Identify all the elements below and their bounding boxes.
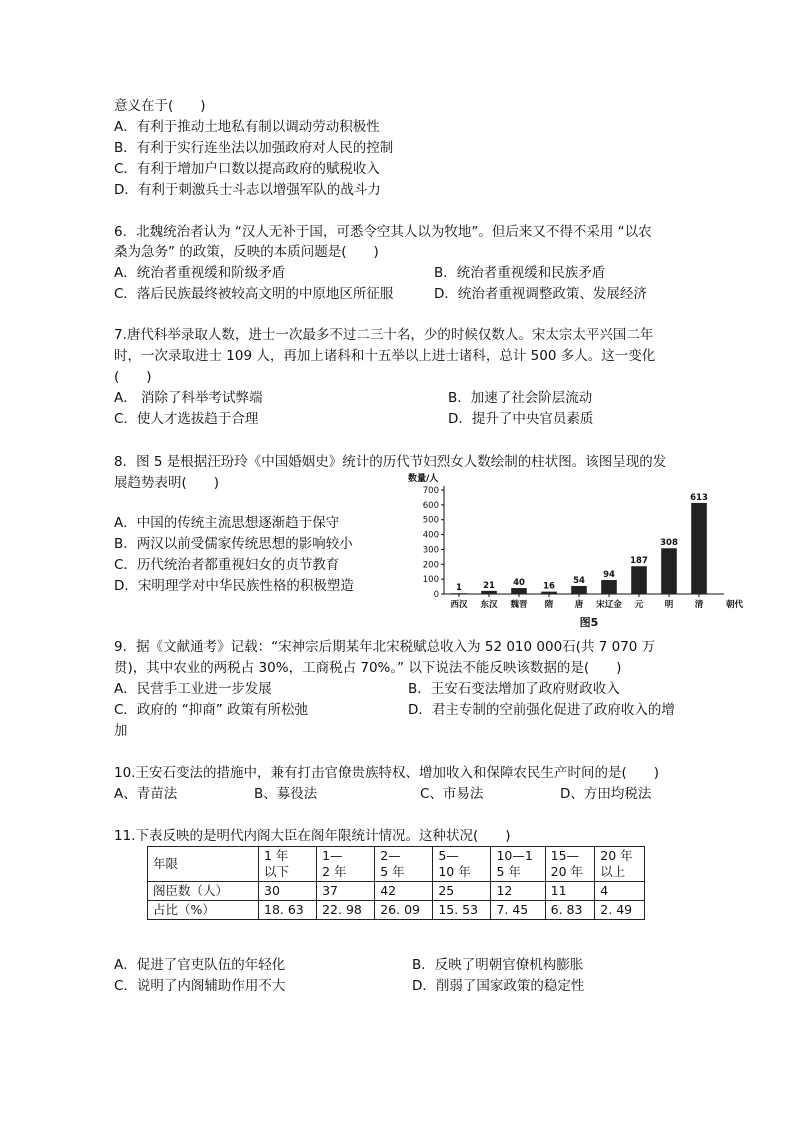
header-label: 5 年 [380,864,405,879]
q8-stem-line1: 8．图 5 是根据汪玢玲《中国婚姻史》统计的历代节妇烈女人数绘制的柱状图。该图呈现的发 [114,454,667,470]
bar-元 [631,566,647,594]
bar-西汉 [451,593,467,594]
y-tick-label: 400 [422,530,439,541]
header-label: 年限 [153,856,179,871]
table-header-cell [148,847,259,882]
x-axis-label: 朝代 [726,600,744,610]
q6-option-a: A．统治者重视缓和阶级矛盾 [114,265,286,281]
q11-stem: 11.下表反映的是明代内阁大臣在阁年限统计情况。这种状况( ) [114,828,511,844]
q11-table [147,846,645,920]
q8-option-d: D．宋明理学对中华民族性格的积极塑造 [114,578,354,594]
q7-stem-line1: 7.唐代科举录取人数，进士一次最多不过二三十名，少的时候仅数人。宋太宗太平兴国二年 [114,327,654,343]
table-row [148,901,645,920]
bar-宋辽金 [601,580,617,594]
q8-option-c: C．历代统治者都重视妇女的贞节教育 [114,557,340,573]
bar-value-label: 94 [603,570,615,581]
header-label: 以下 [264,864,290,879]
q11-option-c: C．说明了内阁辅助作用不大 [114,978,286,994]
y-tick-label: 200 [422,560,439,571]
x-tick-label: 西汉 [450,600,468,610]
table-cell: 11 [545,882,595,901]
q9-stem-line1: 9．据《文献通考》记载：“宋神宗后期某年北宋税赋总收入为 52 010 000石(共 7 070 万 [114,639,656,655]
table-cell: 占比（%） [148,901,259,920]
q9-option-d: D．君主专制的空前强化促进了政府收入的增 [408,702,675,718]
q7-stem-line2: 时，一次录取进士 109 人，再加上诸科和十五举以上进士诸科，总计 500 多人。这一变化 [114,348,656,364]
bar-隋 [541,592,557,594]
x-tick-label: 东汉 [480,600,498,610]
q8-option-b: B．两汉以前受儒家传统思想的影响较小 [114,536,353,552]
header-label: 1— [322,848,343,863]
table-cell: 15. 53 [433,901,491,920]
header-label: 以上 [600,864,626,879]
header-label: 5— [438,848,459,863]
table-cell: 42 [375,882,433,901]
table-header-cell [545,847,595,882]
table-cell: 26. 09 [375,901,433,920]
y-tick-label: 300 [422,545,439,556]
bar-明 [661,548,677,594]
table-cell: 12 [491,882,545,901]
q11-option-d: D．削弱了国家政策的稳定性 [412,978,585,994]
bar-value-label: 54 [573,575,585,586]
q7-option-c: C．使人才选拔趋于合理 [114,411,259,427]
q11-option-a: A．促进了官吏队伍的年轻化 [114,957,286,973]
q5-stem-tail: 意义在于( ) [114,98,206,114]
header-label: 20 年 [550,864,584,879]
q10-option-d: D、方田均税法 [560,786,652,802]
q10-stem: 10.王安石变法的措施中，兼有打击官僚贵族特权、增加收入和保障农民生产时间的是( ) [114,765,660,781]
table-cell: 22. 98 [317,901,375,920]
bar-value-label: 16 [543,581,555,592]
table-cell: 7. 45 [491,901,545,920]
table-cell: 37 [317,882,375,901]
x-tick-label: 明 [664,600,674,610]
x-tick-label: 隋 [544,600,554,610]
q9-stem-line2: 贯)，其中农业的两税占 30%，工商税占 70%。” 以下说法不能反映该数据的是( ) [114,660,622,676]
chart-title: 图5 [579,616,599,629]
q6-option-d: D．统治者重视调整政策、发展经济 [434,286,647,302]
bar-value-label: 40 [513,578,525,589]
bar-value-label: 187 [630,556,648,567]
q5-option-d: D．有利于刺激兵士斗志以增强军队的战斗力 [114,182,381,198]
bar-value-label: 308 [660,538,678,549]
bar-唐 [571,586,587,594]
q9-option-d-wrap: 加 [114,723,128,739]
q9-option-a: A．民营手工业进一步发展 [114,681,272,697]
q5-option-c: C．有利于增加户口数以提高政府的赋税收入 [114,161,380,177]
q7-option-d: D．提升了中央官员素质 [448,411,594,427]
table-cell: 18. 63 [259,901,317,920]
bar-value-label: 1 [456,583,462,594]
table-header-cell [433,847,491,882]
bar-清 [691,503,707,594]
table-cell: 30 [259,882,317,901]
bar-value-label: 21 [483,580,495,591]
table-cell: 2. 49 [595,901,645,920]
q10-option-c: C、市易法 [420,786,484,802]
q7-option-b: B．加速了社会阶层流动 [448,390,593,406]
q8-option-a: A．中国的传统主流思想逐渐趋于保守 [114,515,340,531]
table-cell: 4 [595,882,645,901]
y-tick-label: 700 [422,486,439,496]
table-cell: 6. 83 [545,901,595,920]
q6-option-b: B．统治者重视缓和民族矛盾 [434,265,606,281]
y-tick-label: 0 [433,590,439,600]
header-label: 1 年 [264,848,289,863]
table-header-cell [259,847,317,882]
q9-option-c: C．政府的 “抑商” 政策有所松弛 [114,702,308,718]
q9-option-b: B．王安石变法增加了政府财政收入 [408,681,620,697]
table-header-cell [317,847,375,882]
header-label: 2— [380,848,401,863]
q5-option-b: B．有利于实行连坐法以加强政府对人民的控制 [114,140,394,156]
header-label: 15— [550,848,580,863]
q8-stem-line2: 展趋势表明( ) [114,475,220,491]
table-row [148,847,645,882]
x-tick-label: 清 [694,600,704,610]
y-tick-label: 600 [422,500,439,511]
table-header-cell [595,847,645,882]
table-header-cell [375,847,433,882]
q6-stem-line2: 桑为急务” 的政策，反映的本质问题是( ) [114,244,379,260]
header-label: 20 年 [600,848,633,863]
q10-option-b: B、募役法 [254,786,318,802]
table-cell: 阁臣数（人） [148,882,259,901]
header-label: 10—1 [496,848,533,863]
y-axis-label: 数量/人 [408,474,439,484]
bar-东汉 [481,591,497,594]
y-tick-label: 100 [422,575,439,586]
table-row [148,882,645,901]
figure-5-bar-chart [404,470,754,630]
bar-value-label: 613 [690,492,708,503]
x-tick-label: 元 [634,600,644,610]
header-label: 5 年 [496,864,521,879]
x-tick-label: 魏晋 [510,600,528,610]
table-cell: 25 [433,882,491,901]
q7-option-a: A． 消除了科举考试弊端 [114,390,263,406]
q11-option-b: B．反映了明朝官僚机构膨胀 [412,957,584,973]
q5-option-a: A．有利于推动土地私有制以调动劳动积极性 [114,119,380,135]
q7-stem-line3: ( ) [114,369,152,385]
y-tick-label: 500 [422,515,439,526]
table-header-cell [491,847,545,882]
header-label: 2 年 [322,864,347,879]
bar-魏晋 [511,588,527,594]
x-tick-label: 唐 [574,600,584,610]
x-tick-label: 宋辽金 [596,600,622,610]
q6-option-c: C．落后民族最终被较高文明的中原地区所征服 [114,286,394,302]
header-label: 10 年 [438,864,471,879]
q10-option-a: A、青苗法 [114,786,178,802]
q6-stem-line1: 6．北魏统治者认为 “汉人无补于国，可悉令空其人以为牧地”。但后来又不得不采用 “以农 [114,224,652,240]
